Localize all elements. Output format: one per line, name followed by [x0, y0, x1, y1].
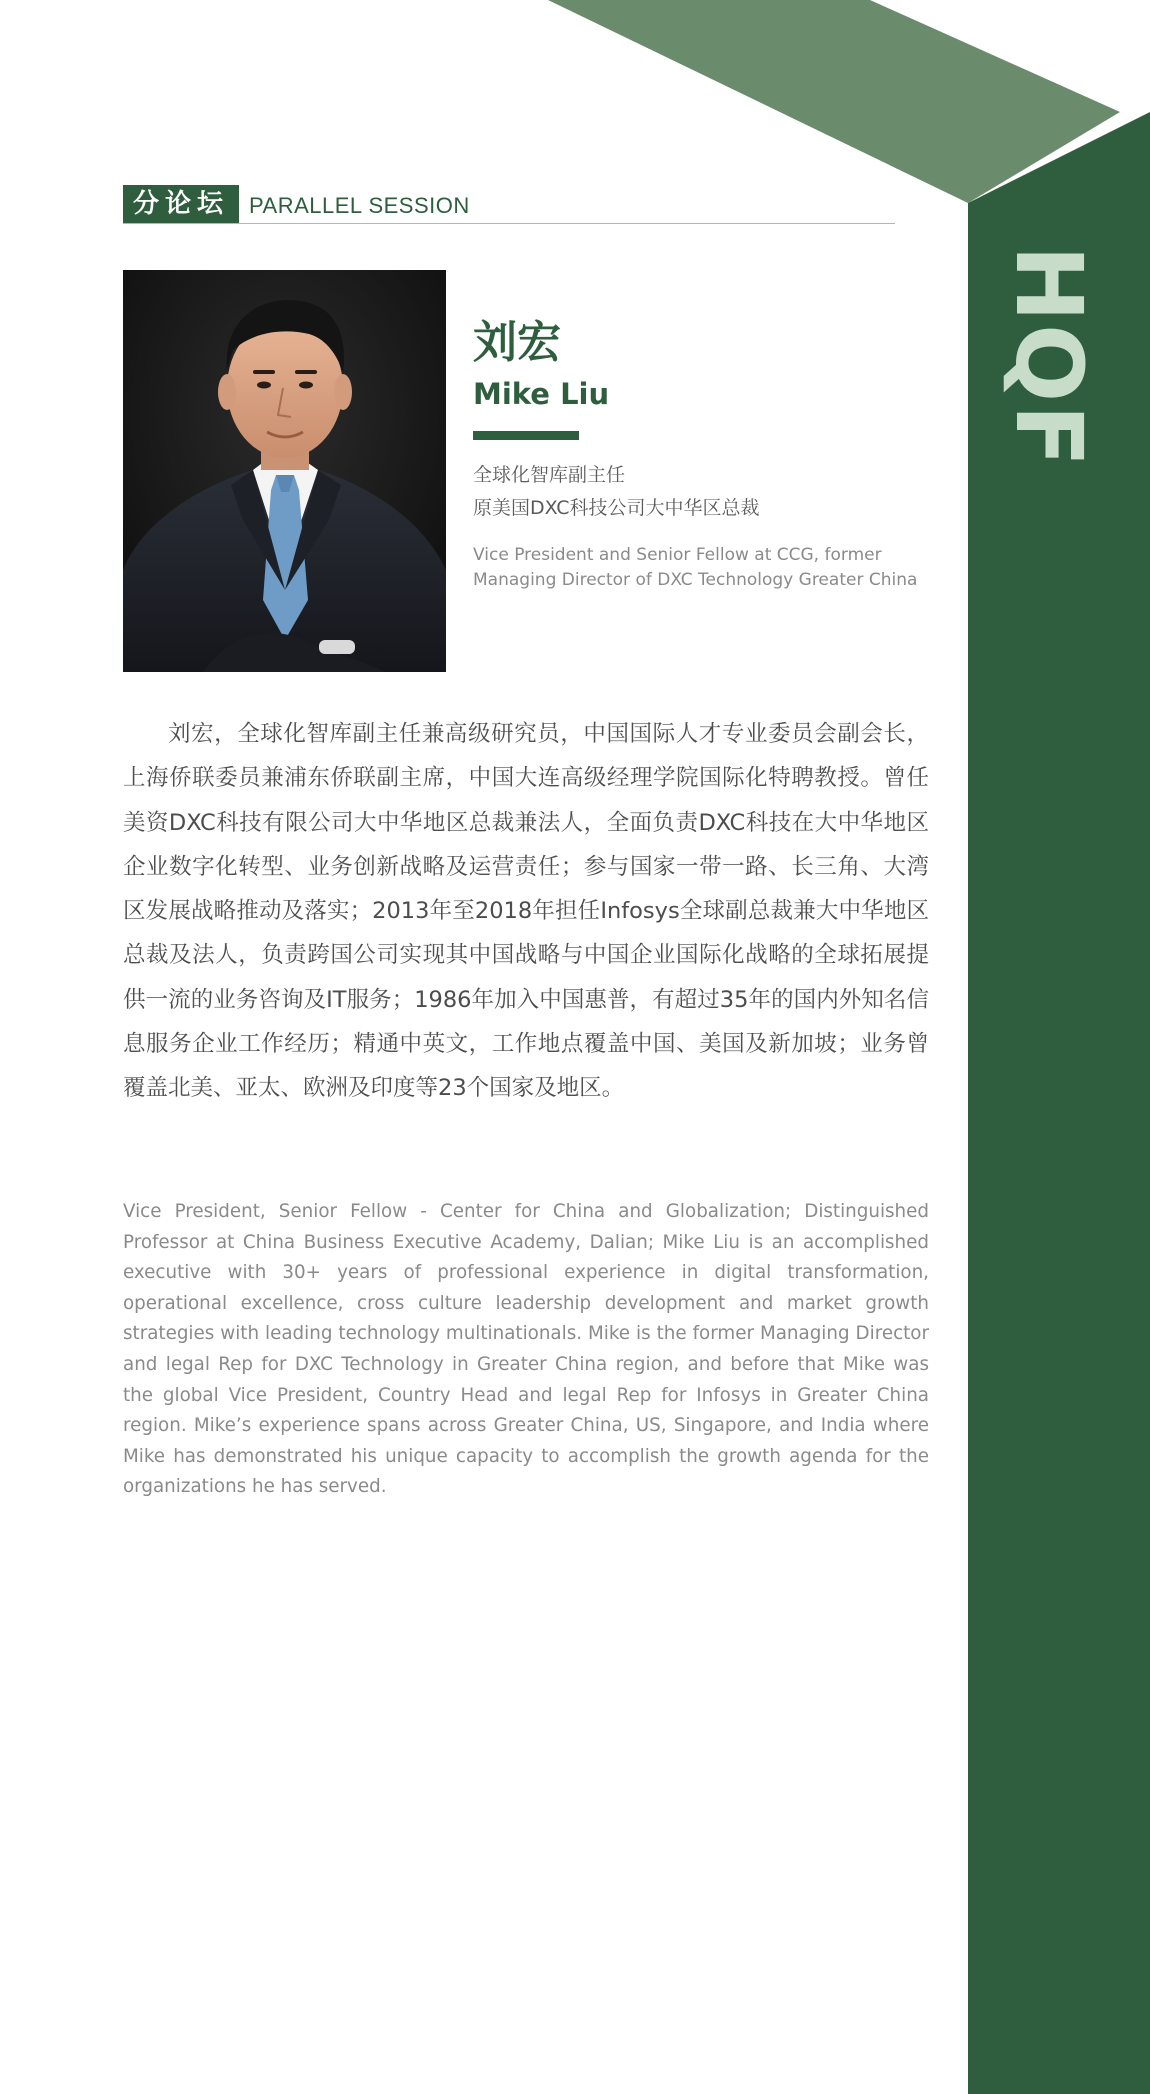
speaker-portrait [123, 270, 446, 672]
session-label: PARALLEL SESSION [249, 193, 470, 218]
speaker-name-cn: 刘宏 [473, 317, 561, 368]
speaker-name-en: Mike Liu [473, 377, 610, 411]
session-header [123, 185, 895, 225]
name-underline [473, 431, 579, 440]
title-cn-line-1: 全球化智库副主任 [473, 464, 626, 486]
session-tag: 分论坛 [123, 185, 239, 224]
side-logo-text: HQF [995, 245, 1102, 470]
bio-chinese: 刘宏，全球化智库副主任兼高级研究员，中国国际人才专业委员会副会长，上海侨联委员兼浦东侨联副主席，中国大连高级经理学院国际化特聘教授。曾任美资DXC科技有限公司大中华地区总裁兼法人，全面负责DXC科技在大中华地区企业数字化转型、业务创新战略及运营责任；参与国家一带一路、长三角、大湾区发展战略推动及落实；2013年至2018年担任Infosys全球副总裁兼大中华地区总裁及法人，负责跨国公司实现其中国战略与中国企业国际化战略的全球拓展提供一流的业务咨询及IT服务；1986年加入中国惠普，有超过35年的国内外知名信息服务企业工作经历；精通中英文，工作地点覆盖中国、美国及新加坡；业务曾覆盖北美、亚太、欧洲及印度等23个国家及地区。 [123, 721, 929, 1102]
speaker-title-cn [473, 459, 760, 525]
bio-english: Vice President, Senior Fellow - Center for China and Globalization; Distinguished Professor at China Business Executive Academy, Dalian; Mike Liu is an accomplished executive with 30+ years of professional experience in digital transformation, operational excellence, cross culture leadership development and market growth strategies with leading technology multinationals. Mike is the former Managing Director and legal Rep for DXC Technology in Greater China region, and before that Mike was the global Vice President, Country Head and legal Rep for Infosys in Greater China region. Mike’s experience spans across Greater China, US, Singapore, and India where Mike has demonstrated his unique capacity to accomplish the growth agenda for the organizations he has served. [123, 1201, 929, 1498]
speaker-title-en: Vice President and Senior Fellow at CCG, former Managing Director of DXC Technology Greater China [473, 545, 918, 590]
title-cn-line-2: 原美国DXC科技公司大中华区总裁 [473, 497, 760, 519]
session-divider [123, 223, 895, 224]
